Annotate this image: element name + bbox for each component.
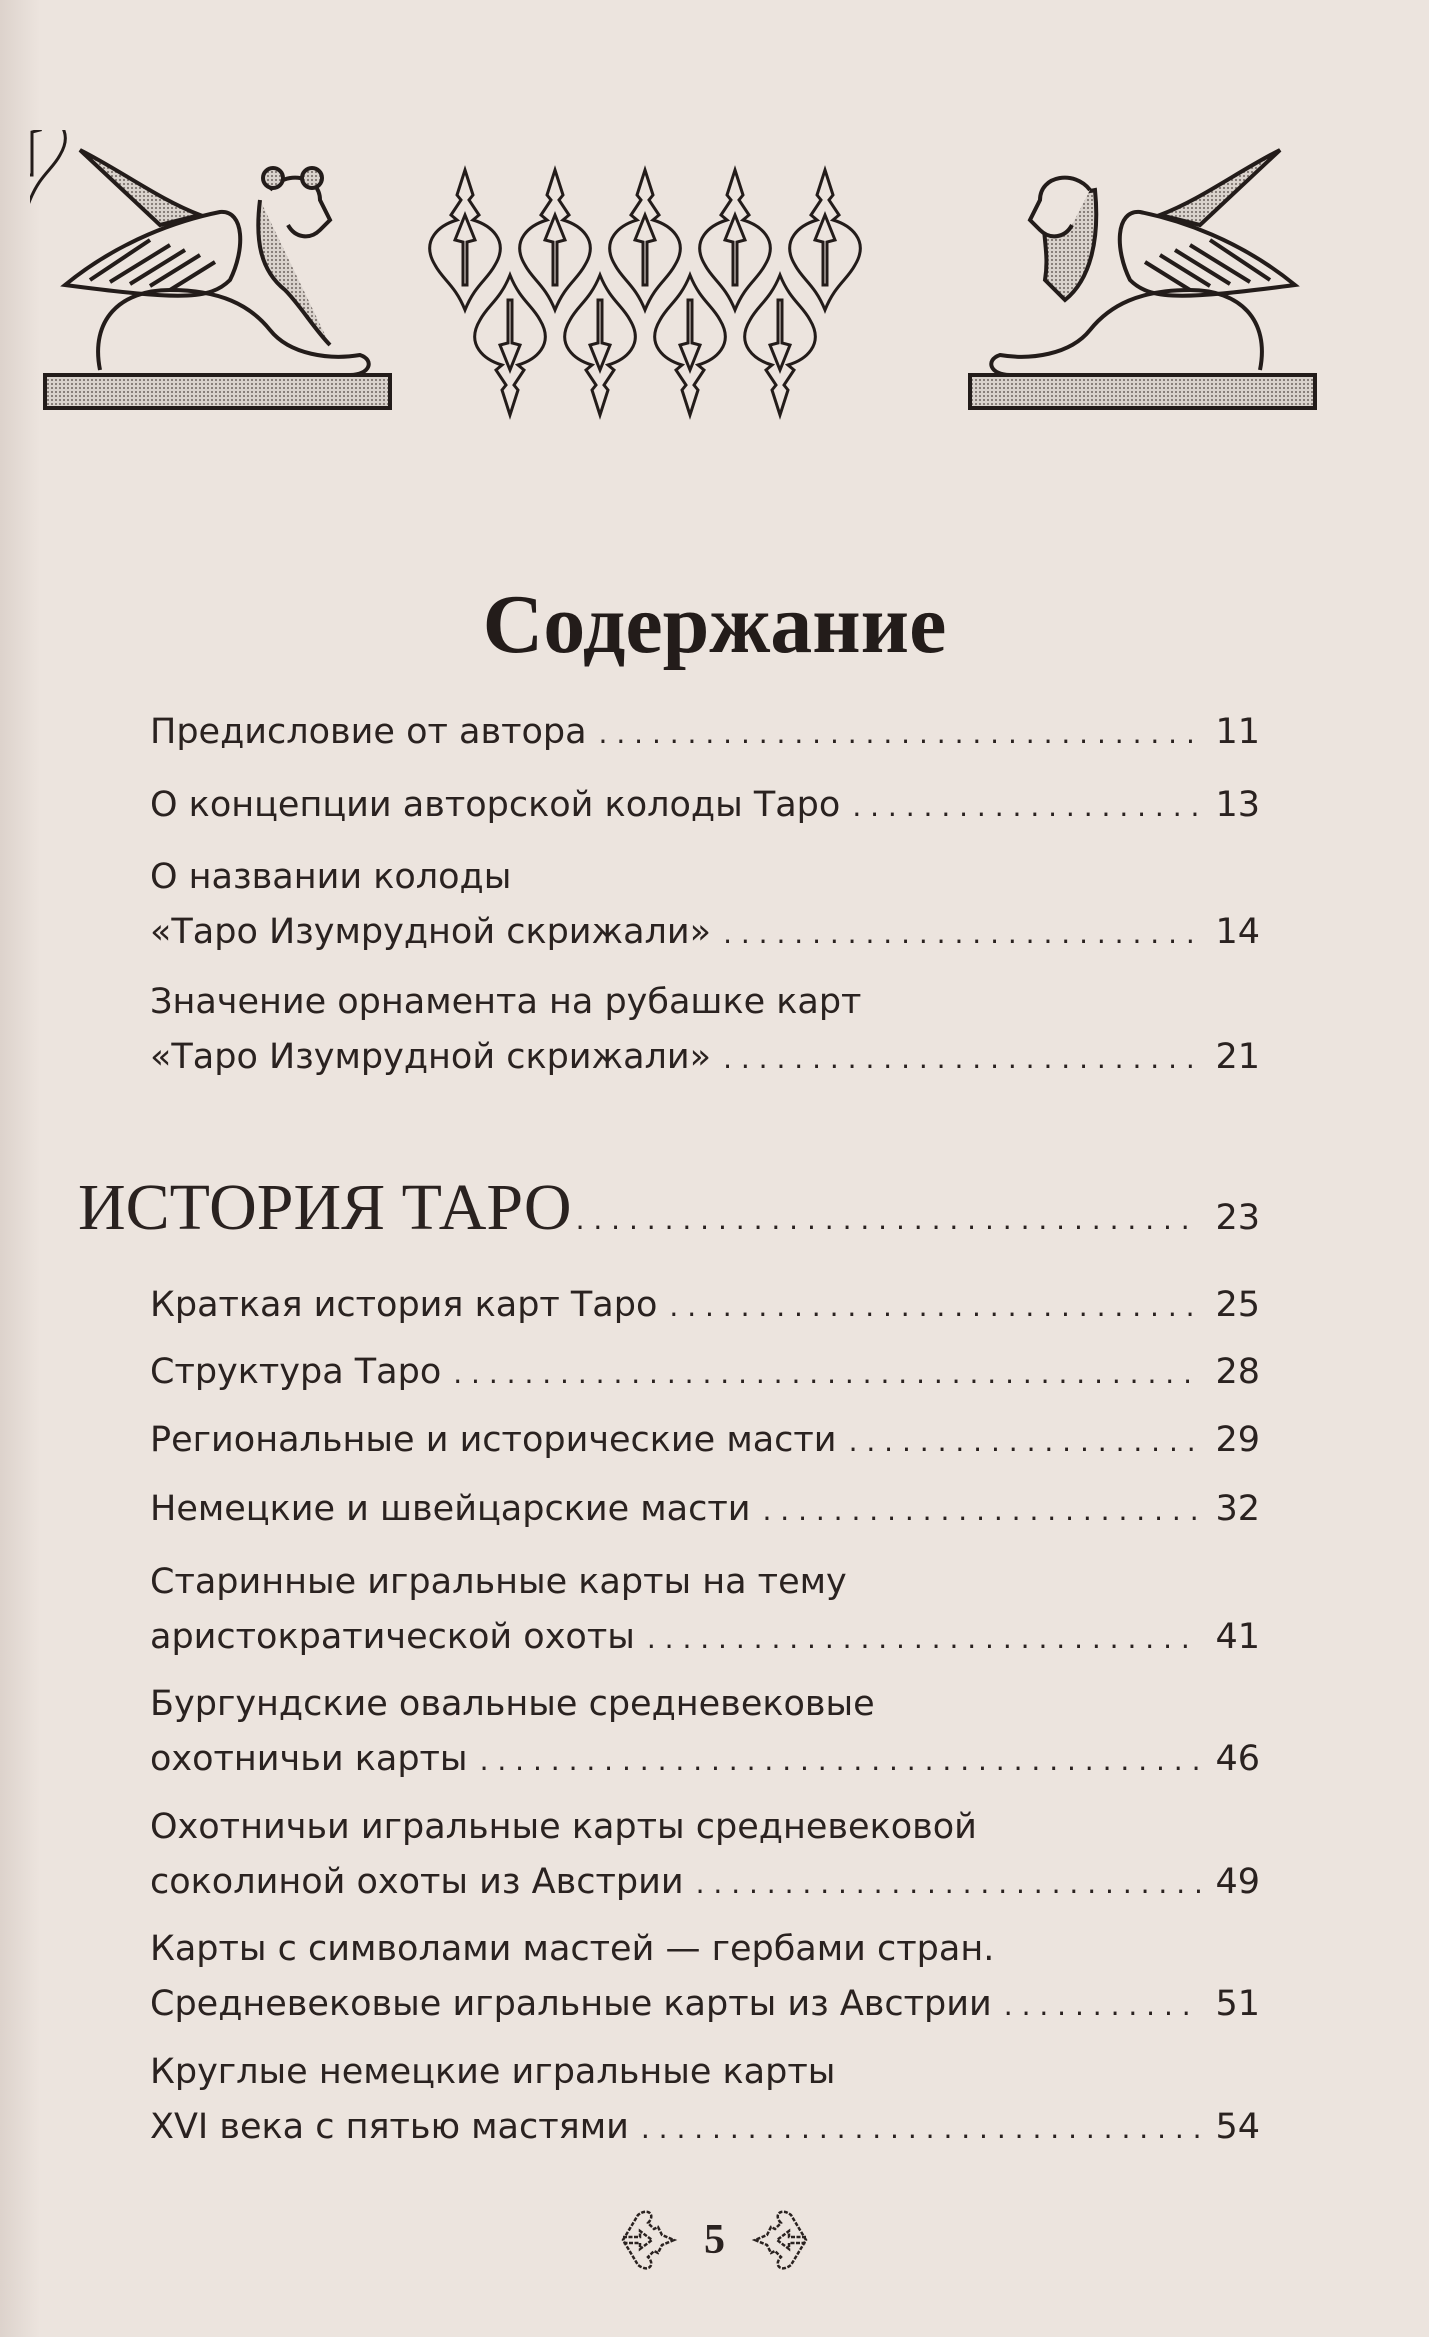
toc-entry-title: Немецкие и швейцарские масти	[150, 1489, 751, 1529]
toc-entry[interactable]	[150, 1345, 1260, 1401]
toc-entry-title-cont: аристократической охоты	[150, 1617, 635, 1657]
toc-entry-title: Охотничьи игральные карты средневековой	[150, 1807, 977, 1847]
section-title: ИСТОРИЯ ТАРО	[78, 1171, 572, 1244]
toc-page-number: 13	[1215, 785, 1260, 825]
toc-page-number: 46	[1215, 1739, 1260, 1779]
toc-entry-title-cont: «Таро Изумрудной скрижали»	[150, 912, 712, 952]
leader-dots	[599, 706, 1200, 761]
toc-entry-title-cont: XVI века с пятью мастями	[150, 2107, 629, 2147]
sphinx-ornament-icon	[30, 130, 1330, 430]
toc-entry[interactable]	[150, 705, 1260, 761]
page-title: Содержание	[482, 578, 947, 672]
left-sphinx-icon	[45, 150, 390, 408]
toc-page-number: 54	[1215, 2107, 1260, 2147]
toc-entry[interactable]	[150, 1922, 1260, 2033]
toc-entry[interactable]	[150, 1482, 1260, 1538]
toc-entry-title: Структура Таро	[150, 1352, 442, 1392]
toc-entry[interactable]	[150, 1278, 1260, 1334]
toc-section-heading[interactable]	[78, 1170, 1260, 1246]
toc-page-number: 49	[1215, 1862, 1260, 1902]
toc-page-number: 29	[1215, 1420, 1260, 1460]
leader-dots	[641, 2101, 1200, 2156]
leader-dots	[723, 1031, 1200, 1086]
toc-entry[interactable]	[150, 1555, 1260, 1666]
toc-entry[interactable]	[150, 975, 1260, 1086]
leader-dots	[576, 1203, 1200, 1236]
leader-dots	[852, 779, 1200, 834]
toc-page-number: 51	[1215, 1984, 1260, 2024]
toc-entry[interactable]	[150, 850, 1260, 961]
toc-entry-title: Предисловие от автора	[150, 712, 587, 752]
toc-entry-title: Региональные и исторические масти	[150, 1420, 837, 1460]
toc-entry[interactable]	[150, 1677, 1260, 1788]
toc-entry-title-cont: соколиной охоты из Австрии	[150, 1862, 684, 1902]
toc-entry-title: Бургундские овальные средневековые	[150, 1684, 875, 1724]
toc-entry-title: О названии колоды	[150, 857, 512, 897]
toc-page-number: 23	[1215, 1198, 1260, 1238]
toc-page-number: 21	[1215, 1037, 1260, 1077]
toc-entry-title: Старинные игральные карты на тему	[150, 1562, 847, 1602]
leader-dots	[480, 1733, 1200, 1788]
toc-page-number: 32	[1215, 1489, 1260, 1529]
toc-entry-title: Краткая история карт Таро	[150, 1285, 658, 1325]
leader-dots	[849, 1414, 1200, 1469]
leader-dots	[762, 1483, 1200, 1538]
page-number: 5	[704, 2217, 725, 2263]
toc-page-number: 28	[1215, 1352, 1260, 1392]
header-ornament	[30, 130, 1330, 430]
leader-dots	[669, 1279, 1200, 1334]
toc-entry-title: Карты с символами мастей — гербами стран.	[150, 1929, 995, 1969]
leader-dots	[696, 1856, 1200, 1911]
toc-page-number: 25	[1215, 1285, 1260, 1325]
toc-entry-title: Круглые немецкие игральные карты	[150, 2052, 836, 2092]
page-footer	[0, 2205, 1429, 2275]
right-sphinx-icon	[970, 150, 1315, 408]
toc-entry-title-cont: «Таро Изумрудной скрижали»	[150, 1037, 712, 1077]
toc-entry[interactable]	[150, 1413, 1260, 1469]
leader-dots	[647, 1611, 1200, 1666]
toc-page-number: 41	[1215, 1617, 1260, 1657]
toc-entry-title: Значение орнамента на рубашке карт	[150, 982, 862, 1022]
footer-ornament-right-icon	[751, 2205, 811, 2275]
toc-entry[interactable]	[150, 2045, 1260, 2156]
leader-dots	[453, 1346, 1200, 1401]
toc-entry-title-cont: Средневековые игральные карты из Австрии	[150, 1984, 992, 2024]
toc-page-number: 14	[1215, 912, 1260, 952]
footer-ornament-left-icon	[618, 2205, 678, 2275]
toc-entry[interactable]	[150, 1800, 1260, 1911]
toc-entry-title-cont: охотничьи карты	[150, 1739, 468, 1779]
leader-dots	[1004, 1978, 1200, 2033]
leader-dots	[723, 906, 1200, 961]
toc-entry[interactable]	[150, 778, 1260, 834]
toc-page-number: 11	[1215, 712, 1260, 752]
toc-entry-title: О концепции авторской колоды Таро	[150, 785, 841, 825]
